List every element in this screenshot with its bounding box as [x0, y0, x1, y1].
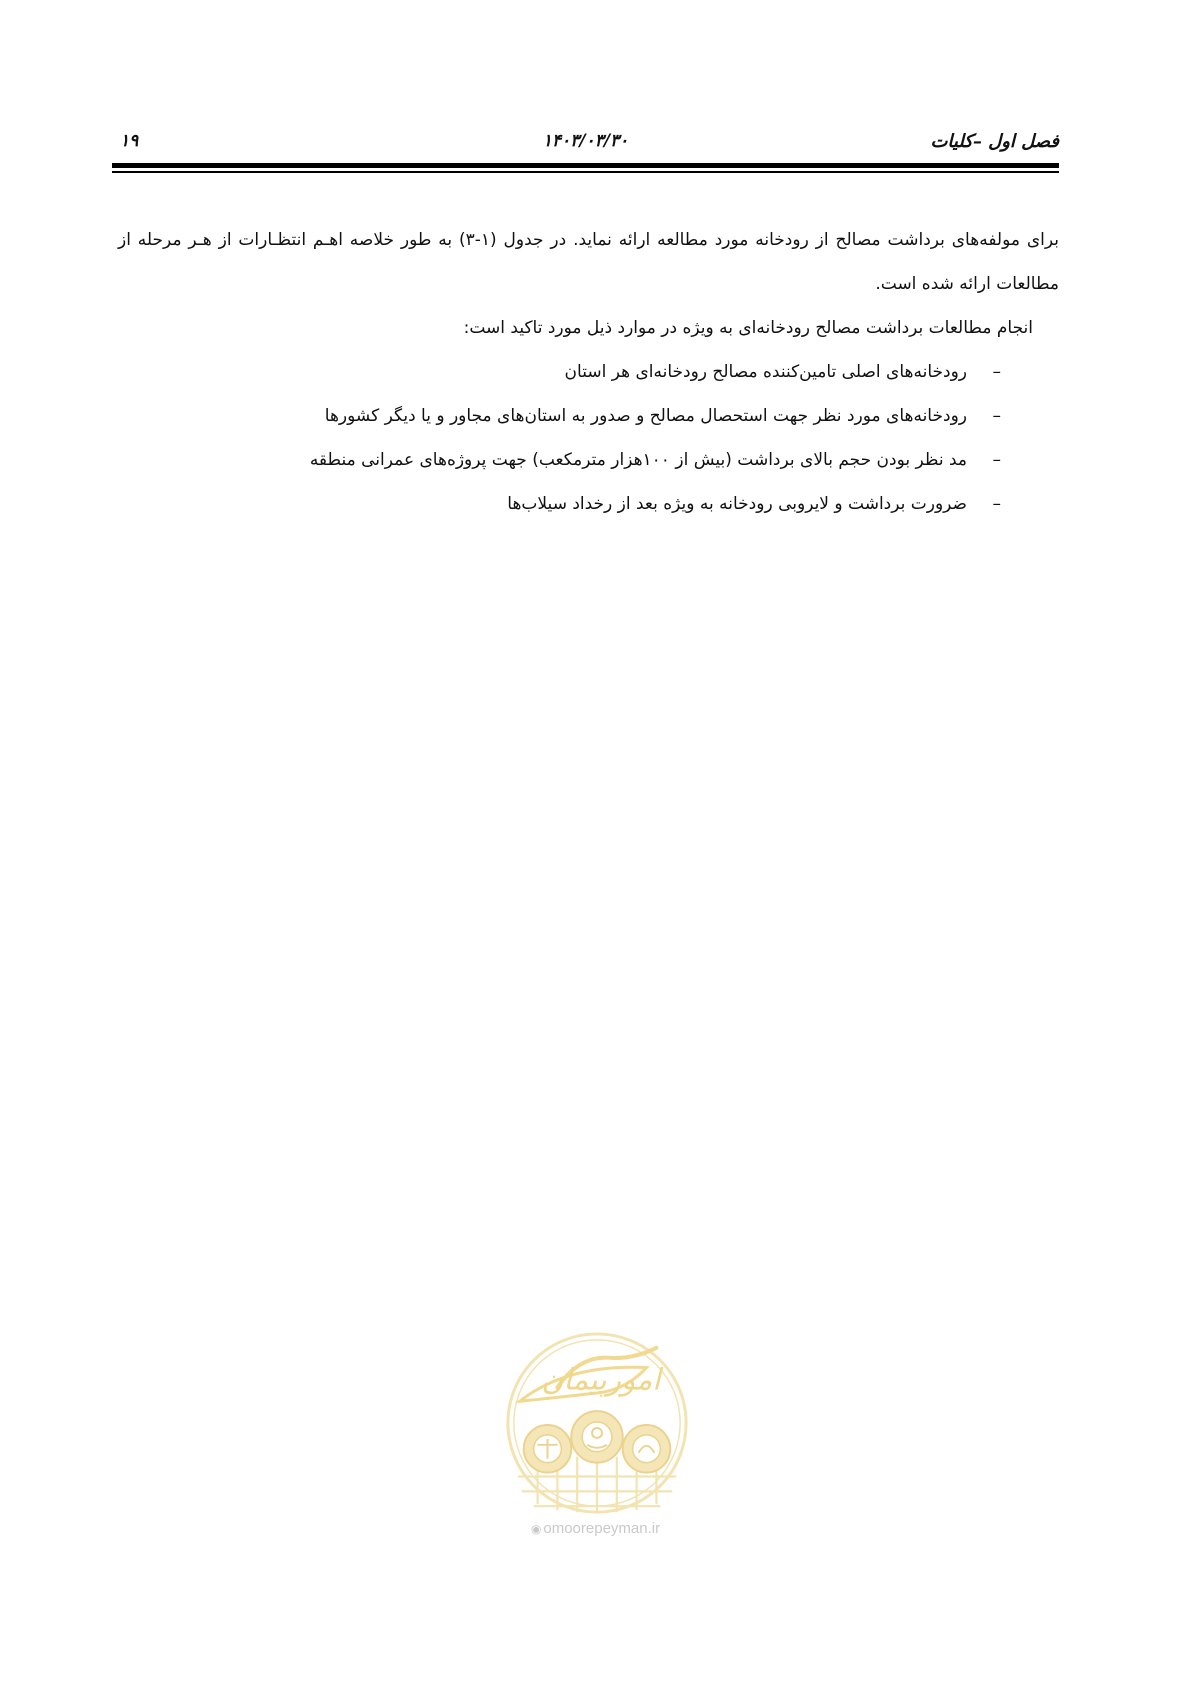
intro-paragraph: برای مولفه‌های برداشت مصالح از رودخانه مورد مطالعه ارائه نماید. در جدول (۱-۳) به طور خلاصه اهـم انتظـارات از هـر مرحله از مطالعات ارائه شده است. — [118, 230, 1060, 294]
lead-sentence: انجام مطالعات برداشت مصالح رودخانه‌ای به ویژه در موارد ذیل مورد تاکید است: — [463, 318, 1033, 338]
list-item-text: مد نظر بودن حجم بالای برداشت (بیش از ۱۰۰هزار مترمکعب) جهت پروژه‌های عمرانی منطقه — [309, 450, 967, 470]
document-body — [118, 218, 1059, 526]
watermark-website-text: omoorepeyman.ir — [543, 1520, 661, 1537]
watermark-logo — [498, 1328, 696, 1526]
list-item-text: رودخانه‌های اصلی تامین‌کننده مصالح رودخانه‌ای هر استان — [564, 362, 967, 382]
bullet-dash: – — [992, 450, 1001, 470]
watermark-website — [0, 1520, 1191, 1537]
list-item-text: رودخانه‌های مورد نظر جهت استحصال مصالح و صدور به استان‌های مجاور و یا دیگر کشورها — [324, 406, 967, 426]
list-item — [118, 482, 1001, 526]
page-header — [112, 128, 1059, 158]
globe-icon: ◉ — [530, 1522, 542, 1536]
list-item-text: ضرورت برداشت و لایروبی رودخانه به ویژه بعد از رخداد سیلاب‌ها — [507, 494, 967, 514]
header-rule-thick — [112, 163, 1059, 168]
header-date: ۱۴۰۳/۰۳/۳۰ — [542, 131, 629, 151]
bullet-dash: – — [992, 406, 1001, 426]
watermark-logo-text: امورپیمان — [541, 1362, 661, 1398]
list-item — [118, 438, 1001, 482]
page-number: ۱۹ — [120, 131, 139, 151]
list-item — [118, 394, 1001, 438]
bullet-dash: – — [992, 362, 1001, 382]
bullet-list — [118, 350, 1059, 526]
header-rule-thin — [112, 171, 1059, 173]
list-item — [118, 350, 1001, 394]
bullet-dash: – — [992, 494, 1001, 514]
chapter-title: فصل اول –کلیات — [930, 131, 1059, 152]
